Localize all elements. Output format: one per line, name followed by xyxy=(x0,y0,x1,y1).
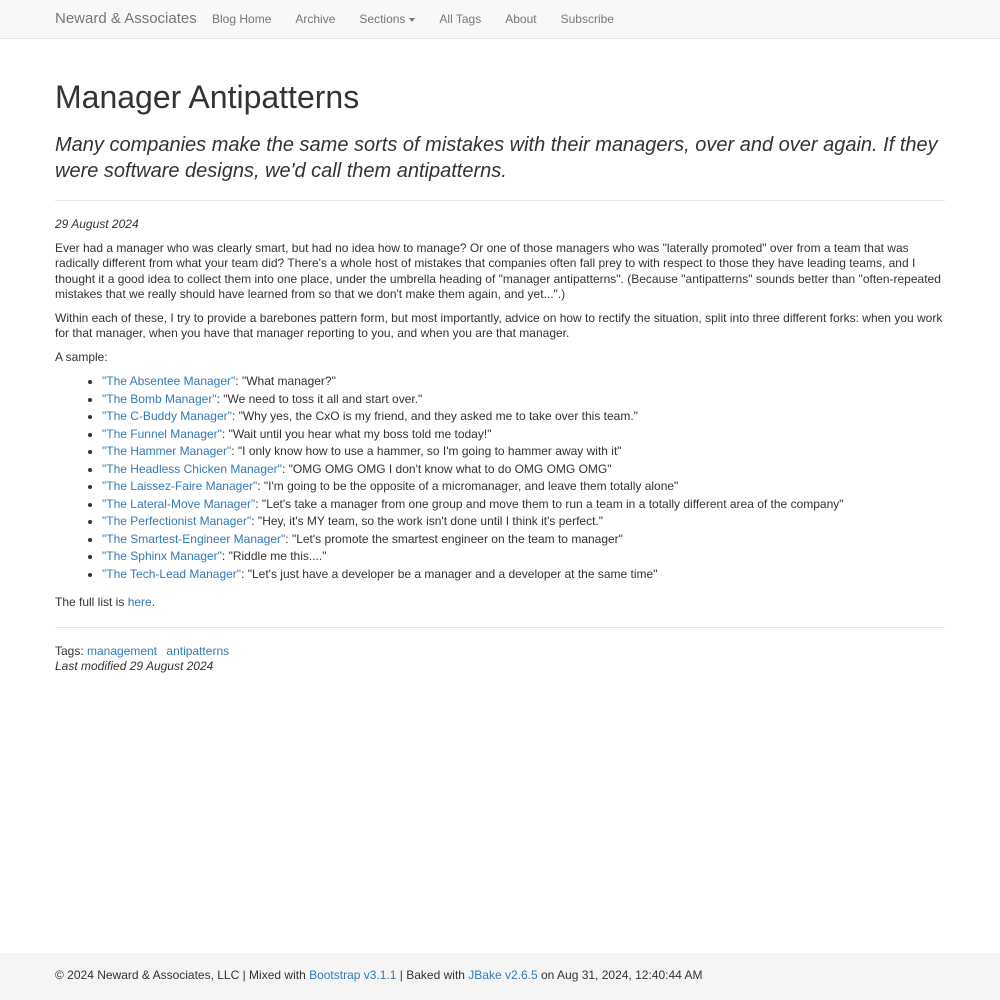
antipattern-link[interactable]: "The Headless Chicken Manager" xyxy=(102,461,282,476)
antipattern-quote: : "Wait until you hear what my boss told me today!" xyxy=(221,426,492,441)
lead-subtitle: Many companies make the same sorts of mistakes with their managers, over and over again. If they were software designs, we'd call them antipatterns. xyxy=(55,134,938,182)
nav-sections-dropdown[interactable] xyxy=(347,0,427,39)
intro-paragraph: Ever had a manager who was clearly smart, but had no idea how to manage? Or one of those managers who was "laterally promoted" over from a team that was radically different from what your team did? There's a whole host of mistakes that companies often fall prey to with respect to those they have leading teams, and I thought it a good idea to collect them into one place, under the umbrella heading of "manager antipatterns". (Because "antipatterns" sounds better than "often-repeated mistakes that we really should have learned from so that we don't make them again, and yet...".) xyxy=(55,240,941,302)
tags-line xyxy=(55,644,945,659)
full-list-line xyxy=(55,595,945,611)
antipattern-quote: : "I only know how to use a hammer, so I'm going to hammer away with it" xyxy=(231,444,622,459)
antipattern-quote: : "OMG OMG OMG I don't know what to do OMG OMG OMG" xyxy=(281,461,612,476)
list-item xyxy=(102,478,945,496)
caret-down-icon xyxy=(409,18,415,22)
list-item xyxy=(102,513,945,531)
antipattern-link[interactable]: "The Lateral-Move Manager" xyxy=(102,496,256,511)
sample-label: A sample: xyxy=(55,349,108,364)
post-date: 29 August 2024 xyxy=(55,217,139,231)
nav-archive[interactable]: Archive xyxy=(295,12,336,26)
antipattern-link[interactable]: "The Bomb Manager" xyxy=(102,391,217,406)
list-item xyxy=(102,496,945,514)
tag-management-link[interactable]: management xyxy=(87,643,158,658)
antipattern-quote: : "We need to toss it all and start over." xyxy=(216,391,423,406)
bootstrap-link[interactable]: Bootstrap v3.1.1 xyxy=(309,968,397,982)
antipattern-quote: : "Riddle me this...." xyxy=(221,549,327,564)
antipattern-link[interactable]: "The Laissez-Faire Manager" xyxy=(102,479,258,494)
page-footer xyxy=(0,953,1000,1000)
list-item xyxy=(102,373,945,391)
antipattern-quote: : "Let's promote the smartest engineer on the team to manager" xyxy=(285,531,623,546)
navbar xyxy=(0,0,1000,39)
tag-antipatterns-link[interactable]: antipatterns xyxy=(166,643,230,658)
antipattern-link[interactable]: "The Sphinx Manager" xyxy=(102,549,222,564)
forks-paragraph: Within each of these, I try to provide a barebones pattern form, but most importantly, advice on how to rectify the situation, split into three different forks: when you work for that manager, when you have that manager reporting to you, and when you are that manager. xyxy=(55,310,943,341)
antipattern-quote: : "Let's just have a developer be a manager and a developer at the same time" xyxy=(241,566,658,581)
list-item xyxy=(102,408,945,426)
antipattern-link[interactable]: "The Funnel Manager" xyxy=(102,426,222,441)
main-content xyxy=(55,40,945,674)
last-modified: Last modified 29 August 2024 xyxy=(55,658,214,673)
brand-link[interactable]: Neward & Associates xyxy=(55,10,197,27)
list-item xyxy=(102,531,945,549)
footer-baked: | Baked with xyxy=(396,968,469,982)
full-list-prefix: The full list is xyxy=(55,595,128,610)
footer-text xyxy=(55,953,702,998)
antipattern-list xyxy=(55,373,945,583)
nav-all-tags[interactable]: All Tags xyxy=(439,12,482,26)
list-item xyxy=(102,443,945,461)
list-item xyxy=(102,548,945,566)
nav-menu xyxy=(200,0,626,39)
antipattern-quote: : "I'm going to be the opposite of a micromanager, and leave them totally alone" xyxy=(257,479,679,494)
list-item xyxy=(102,566,945,584)
antipattern-quote: : "What manager?" xyxy=(235,374,336,389)
page-title: Manager Antipatterns xyxy=(55,79,360,115)
nav-sections-label: Sections xyxy=(359,12,406,26)
nav-blog-home[interactable]: Blog Home xyxy=(212,12,272,26)
antipattern-link[interactable]: "The C-Buddy Manager" xyxy=(102,409,232,424)
full-list-link[interactable]: here xyxy=(127,595,152,610)
full-list-suffix: . xyxy=(151,595,156,610)
jbake-link[interactable]: JBake v2.6.5 xyxy=(468,968,538,982)
antipattern-quote: : "Why yes, the CxO is my friend, and they asked me to take over this team." xyxy=(231,409,638,424)
footer-copyright: © 2024 Neward & Associates, LLC | Mixed with xyxy=(55,968,310,982)
nav-subscribe[interactable]: Subscribe xyxy=(560,12,614,26)
nav-about[interactable]: About xyxy=(505,12,537,26)
antipattern-link[interactable]: "The Tech-Lead Manager" xyxy=(102,566,242,581)
tags-label: Tags: xyxy=(55,643,88,658)
antipattern-link[interactable]: "The Smartest-Engineer Manager" xyxy=(102,531,286,546)
antipattern-quote: : "Hey, it's MY team, so the work isn't done until I think it's perfect." xyxy=(251,514,604,529)
list-item xyxy=(102,426,945,444)
footer-divider xyxy=(55,627,945,628)
antipattern-quote: : "Let's take a manager from one group and move them to run a team in a totally different area of the company" xyxy=(255,496,844,511)
antipattern-link[interactable]: "The Hammer Manager" xyxy=(102,444,232,459)
antipattern-link[interactable]: "The Absentee Manager" xyxy=(102,374,236,389)
antipattern-link[interactable]: "The Perfectionist Manager" xyxy=(102,514,252,529)
list-item xyxy=(102,391,945,409)
footer-timestamp: on Aug 31, 2024, 12:40:44 AM xyxy=(537,968,703,982)
list-item xyxy=(102,461,945,479)
header-divider xyxy=(55,200,945,201)
